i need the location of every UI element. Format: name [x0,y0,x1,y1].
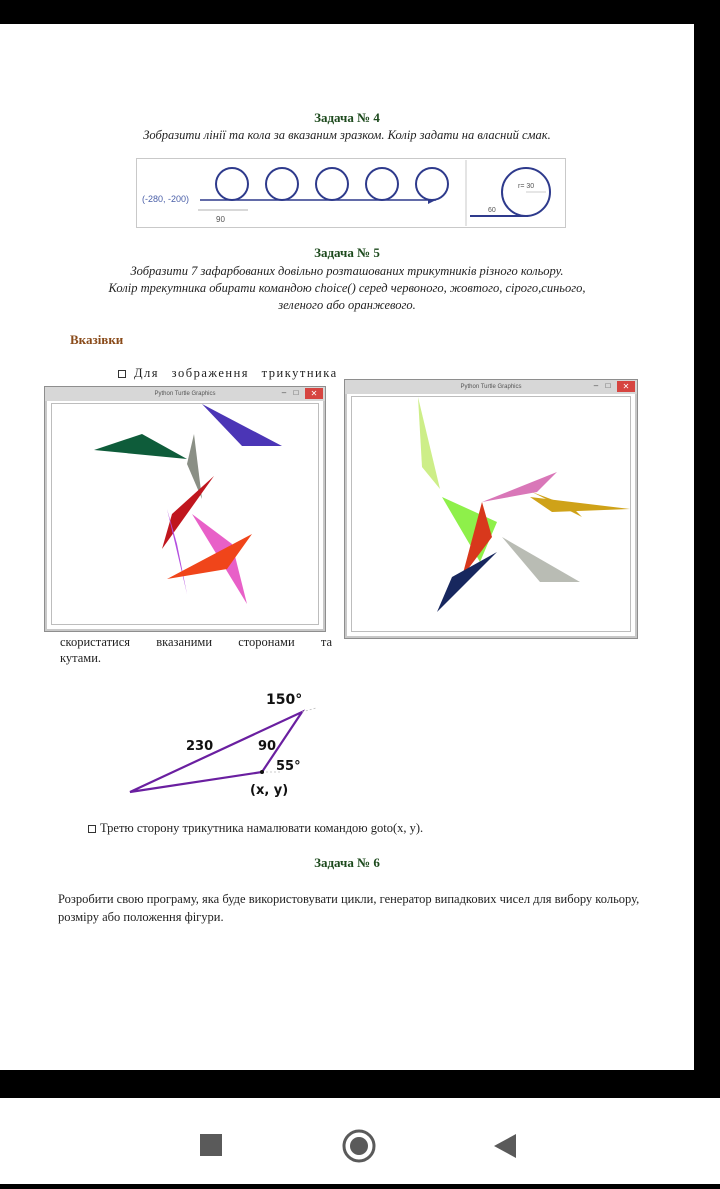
minimize-icon[interactable]: – [281,388,287,397]
close-icon[interactable]: ✕ [305,388,323,399]
task5-line2: Колір трекутника обирати командою choice() серед червоного, жовтого, сірого,синього, [108,281,586,295]
bullet1-end: скористатися вказаними сторонами та кутами. [60,635,332,665]
navigation-bar [0,1098,720,1184]
turtle-window-1[interactable] [44,386,326,632]
task4-text: Зобразити лінії та кола за вказаним зразком. Колір задати на власний смак. [143,128,551,142]
close-icon[interactable]: ✕ [617,381,635,392]
task5-line1: Зобразити 7 зафарбованих довільно розташованих трикутників різного кольору. [130,264,564,278]
bullet2: Третю сторону трикутника намалювати командою goto(x, y). [88,821,423,836]
angle-55-label: 55° [276,759,301,774]
side-230-label: 230 [186,739,214,754]
window-title-bar[interactable]: Python Turtle Graphics [345,380,637,394]
maximize-icon[interactable]: □ [605,381,611,390]
task6-text: Розробити свою програму, яка буде використовувати цикли, генератор випадкових чисел для вибору кольору, розміру або положення фігури. [58,892,640,924]
angle-150-label: 150° [266,692,303,708]
length-label: 60 [488,207,496,214]
task5-line3: зеленого або оранжевого. [278,298,416,312]
bullet-square-icon [118,370,126,378]
coords-label: (-280, -200) [142,194,190,204]
task4-figure [136,158,566,228]
turtle-canvas-1 [51,403,319,625]
stop-square-icon[interactable] [200,1134,222,1156]
document-page[interactable] [0,24,694,1070]
bullet1-start: Для зображення трикутника [118,366,338,381]
side-90-label: 90 [258,739,277,754]
turtle-canvas-2 [351,396,631,632]
triangle-diagram [120,684,340,804]
bullet-square-icon [88,825,96,833]
xy-label: (x, y) [250,783,289,798]
minimize-icon[interactable]: – [593,381,599,390]
window-title-bar[interactable]: Python Turtle Graphics [45,387,325,401]
task4-title: Задача № 4 [314,110,380,125]
status-bar [0,0,720,24]
hints-title: Вказівки [70,332,124,347]
spacing-label: 90 [216,215,225,224]
radius-label: r= 30 [518,183,535,190]
task6-title: Задача № 6 [314,855,380,870]
bottom-band [0,1070,720,1098]
task5-title: Задача № 5 [314,245,380,260]
back-triangle-icon[interactable] [494,1134,516,1158]
maximize-icon[interactable]: □ [293,388,299,397]
turtle-window-2[interactable] [344,379,638,639]
